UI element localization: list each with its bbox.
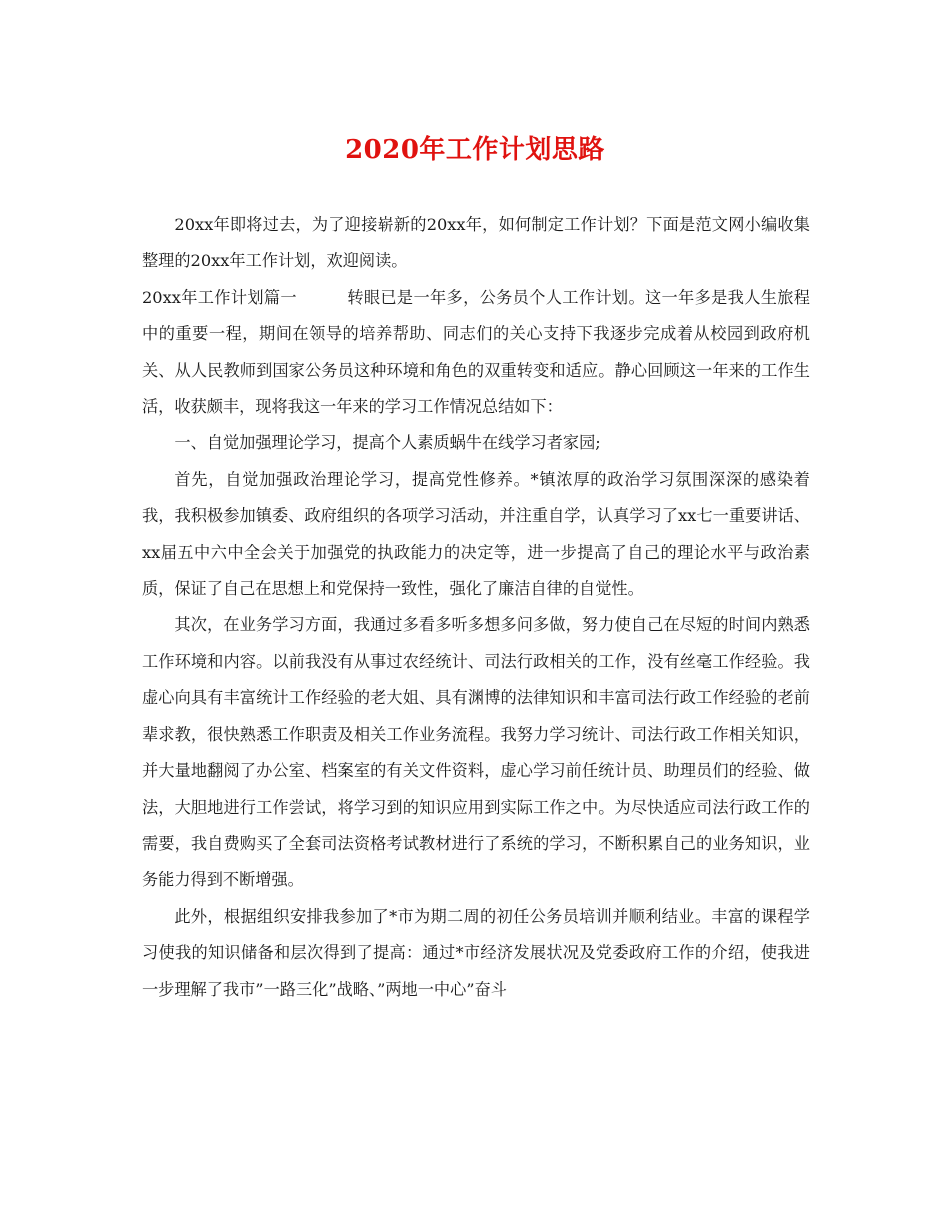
paragraph-first: 首先，自觉加强政治理论学习，提高党性修养。*镇浓厚的政治学习氛围深深的感染着我，我积极参加镇委、政府组织的各项学习活动，并注重自学，认真学习了xx七一重要讲话、xx届五中六中全会关于加强党的执政能力的决定等，进一步提高了自己的理论水平与政治素质，保证了自己在思想上和党保持一致性，强化了廉洁自律的自觉性。: [142, 469, 810, 599]
paragraph-section-one: 一、自觉加强理论学习，提高个人素质蜗牛在线学习者家园;: [174, 433, 601, 453]
paragraph-additionally: 此外，根据组织安排我参加了*市为期二周的初任公务员培训并顺利结业。丰富的课程学习使我的知识储备和层次得到了提高：通过*市经济发展状况及党委政府工作的介绍，使我进一步理解了我市”一路三化”战略、”两地一中心”奋斗: [142, 906, 810, 999]
paragraph-intro: 20xx年即将过去，为了迎接崭新的20xx年，如何制定工作计划？下面是范文网小编收集整理的20xx年工作计划，欢迎阅读。: [142, 215, 810, 271]
document-body: [142, 207, 810, 1008]
paragraph-second: 其次，在业务学习方面，我通过多看多听多想多问多做，努力使自己在尽短的时间内熟悉工作环境和内容。以前我没有从事过农经统计、司法行政相关的工作，没有丝毫工作经验。我虚心向具有丰富统计工作经验的老大姐、具有渊博的法律知识和丰富司法行政工作经验的老前辈求教，很快熟悉工作职责及相关工作业务流程。我努力学习统计、司法行政工作相关知识，并大量地翻阅了办公室、档案室的有关文件资料，虚心学习前任统计员、助理员们的经验、做法，大胆地进行工作尝试，将学习到的知识应用到实际工作之中。为尽快适应司法行政工作的需要，我自费购买了全套司法资格考试教材进行了系统的学习，不断积累自己的业务知识，业务能力得到不断增强。: [142, 615, 810, 890]
section-heading: 20xx年工作计划篇一: [142, 287, 297, 307]
document-title: 2020年工作计划思路: [345, 135, 605, 165]
paragraph-plan-one-text: 转眼已是一年多，公务员个人工作计划。这一年多是我人生旅程中的重要一程，期间在领导的培养帮助、同志们的关心支持下我逐步完成着从校园到政府机关、从人民教师到国家公务员这种环境和角色的双重转变和适应。静心回顾这一年来的工作生活，收获颇丰，现将我这一年来的学习工作情况总结如下：: [142, 287, 810, 417]
paragraph-plan-one: [142, 280, 810, 426]
